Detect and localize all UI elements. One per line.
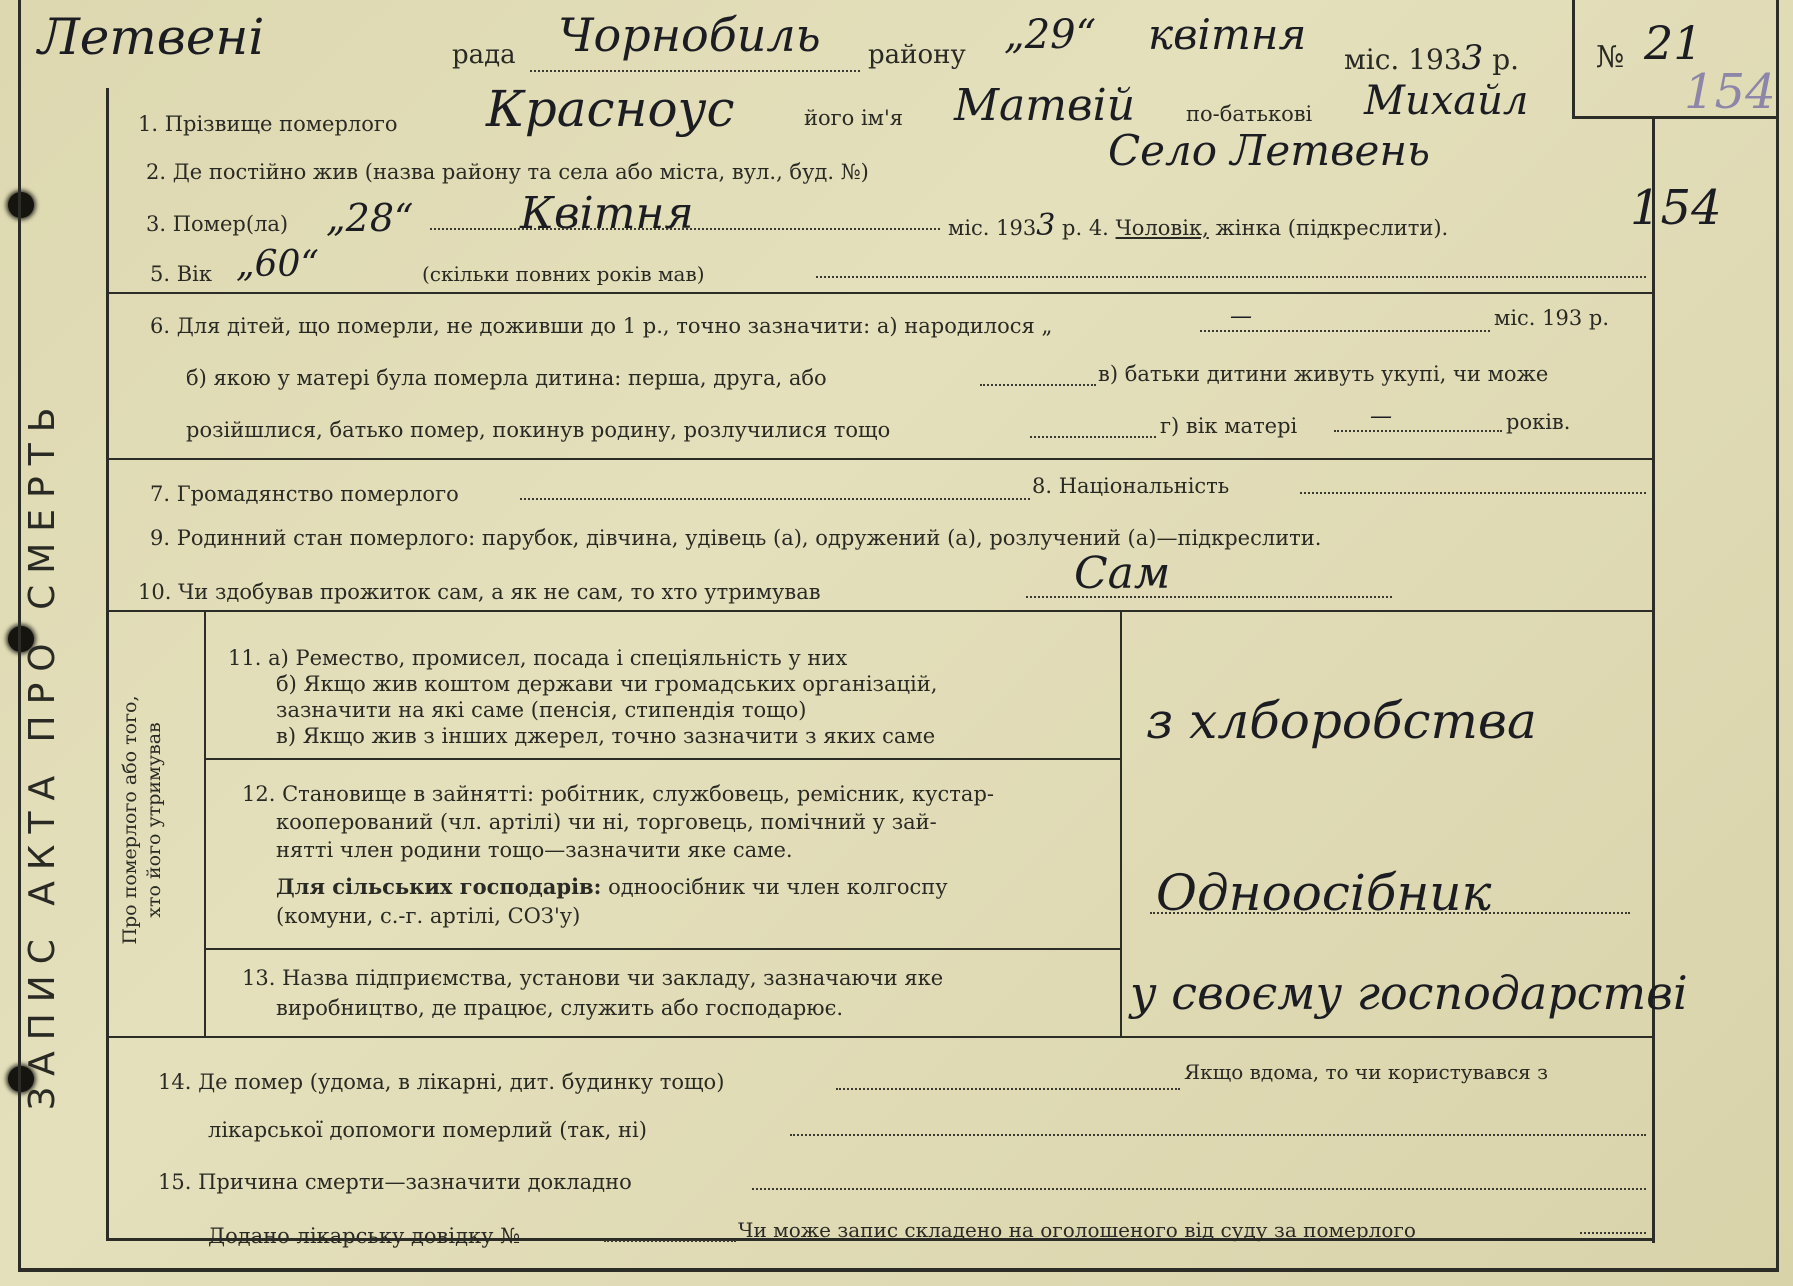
- item6-line2-a: б) якою у матері була померла дитина: перша, друга, або: [186, 366, 827, 390]
- grid-row-1: [204, 758, 1122, 760]
- side-subtitle-line: Про померлого або того,: [119, 695, 141, 945]
- item12-line-d: [276, 874, 948, 899]
- item6-line3-dots: [1030, 436, 1156, 438]
- item3-sex-male: Чоловік,: [1115, 216, 1209, 240]
- council-label: рада: [452, 40, 516, 70]
- number-box-left: [1572, 0, 1575, 118]
- side-subtitle: [118, 640, 166, 1000]
- side-number: 154: [1630, 180, 1722, 236]
- item7-label: 7. Громадянство померлого: [150, 482, 459, 506]
- item13-value: у своєму господарстві: [1130, 966, 1688, 1020]
- item12-line-a: 12. Становище в зайнятті: робітник, службовець, ремісник, кустар-: [242, 782, 994, 806]
- item6-line3-a: розійшлися, батько помер, покинув родину, розлучилися тощо: [186, 418, 891, 442]
- item1-name: Матвій: [954, 80, 1136, 131]
- item13-line-a: 13. Назва підприємства, установи чи закладу, зазначаючи яке: [242, 966, 944, 990]
- item14-line: [836, 1088, 1180, 1090]
- item7-line: [520, 498, 1030, 500]
- item3-line: [430, 228, 940, 230]
- number-label: №: [1596, 40, 1625, 75]
- item1-patronymic-label: по-батькові: [1186, 102, 1313, 126]
- item9-label: 9. Родинний стан померлого: парубок, дівчина, удівець (а), одружений (а), розлучений (а)—підкреслити.: [150, 526, 1322, 550]
- item6-line3-b: г) вік матері: [1160, 414, 1298, 438]
- item3-year-label: міс. 193: [948, 216, 1037, 240]
- item3-sex-rest: жінка (підкреслити).: [1215, 216, 1449, 240]
- item15-footer-line: [604, 1240, 736, 1242]
- item10-value: Сам: [1074, 548, 1171, 599]
- item15-label: 15. Причина смерти—зазначити докладно: [158, 1170, 632, 1194]
- archive-number: 154: [1684, 64, 1776, 120]
- item14-label-c: лікарської допомоги померлий (так, ні): [208, 1118, 647, 1142]
- frame-right: [1776, 0, 1779, 1272]
- item6-line1-end: міс. 193 р.: [1494, 306, 1610, 330]
- item15-footer-a: Додано лікарську довідку №: [208, 1224, 521, 1248]
- item10-line: [1026, 596, 1392, 598]
- item12-line-e: (комуни, с.-г. артілі, СОЗ'у): [276, 904, 581, 928]
- separator-1: [106, 292, 1654, 294]
- item6-line1-value: —: [1230, 304, 1252, 329]
- separator-4: [106, 1036, 1654, 1038]
- item6-line2-b: в) батьки дитини живуть укупі, чи може: [1098, 362, 1549, 386]
- district-line: [530, 70, 860, 72]
- item1-surname: Красноус: [486, 80, 735, 138]
- item8-line: [1300, 492, 1646, 494]
- council-handwritten: Летвені: [38, 8, 265, 66]
- punch-hole: [8, 192, 34, 218]
- item11-value: з хлборобства: [1146, 692, 1537, 750]
- separator-2: [106, 458, 1654, 460]
- item12-line-c: нятті член родини тощо—зазначити яке саме.: [276, 838, 793, 862]
- item5-note: (скільки повних років мав): [422, 262, 705, 286]
- item6-line1: 6. Для дітей, що померли, не доживши до 1 р., точно зазначити: а) народилося „: [150, 314, 1053, 338]
- item1-name-label: його ім'я: [804, 106, 904, 130]
- item13-line-b: виробництво, де працює, служить або господарює.: [276, 996, 844, 1020]
- item1-label: 1. Прізвище померлого: [138, 112, 398, 136]
- item6-line3-dots2: [1334, 430, 1502, 432]
- date-month-label: [1344, 38, 1519, 78]
- item5-value: „60“: [236, 244, 319, 285]
- item3-year: [948, 208, 1448, 243]
- item15-line: [752, 1188, 1646, 1190]
- side-subtitle-line: хто його утримував: [143, 722, 165, 918]
- item14-label: 14. Де помер (удома, в лікарні, дит. будинку тощо): [158, 1070, 725, 1094]
- item12-line-d-bold: Для сільських господарів:: [276, 874, 602, 899]
- item1-patronymic: Михайл: [1364, 78, 1529, 124]
- item15-footer-b: Чи може запис складено на оголошеного від суду за померлого: [738, 1218, 1416, 1242]
- grid-col-left: [204, 612, 206, 1036]
- item11-line-d: в) Якщо жив з інших джерел, точно зазначити з яких саме: [276, 724, 936, 748]
- item12-line: [1150, 912, 1630, 914]
- item11-line-a: 11. а) Ремество, промисел, посада і спеціяльність у них: [228, 646, 848, 670]
- separator-3: [106, 610, 1654, 612]
- item6-line3-end: років.: [1506, 410, 1571, 434]
- district-label: району: [868, 40, 966, 70]
- inner-left: [106, 88, 109, 1240]
- side-title: ЗАПИС АКТА ПРО СМЕРТЬ: [22, 396, 63, 1110]
- item15-footer-line2: [1580, 1232, 1646, 1234]
- number-value: 21: [1644, 16, 1703, 70]
- item3-year-digit: 3: [1036, 208, 1056, 243]
- grid-row-2: [204, 948, 1122, 950]
- item6-line2-dots: [980, 384, 1096, 386]
- item14-line-c: [790, 1134, 1646, 1136]
- district-handwritten: Чорнобиль: [558, 8, 821, 62]
- date-month-label-text: міс. 193: [1344, 43, 1462, 76]
- frame-bottom: [18, 1268, 1778, 1272]
- date-month: квітня: [1148, 10, 1307, 59]
- inner-right: [1652, 118, 1655, 1243]
- grid-col-right: [1120, 612, 1122, 1036]
- item2-value: Село Летвень: [1108, 126, 1430, 175]
- item2-label: 2. Де постійно жив (назва району та села або міста, вул., буд. №): [146, 160, 869, 184]
- item6-line3-value: —: [1370, 404, 1392, 429]
- item12-value: Одноосібник: [1156, 864, 1492, 922]
- item14-label-b: Якщо вдома, то чи користувався з: [1184, 1060, 1549, 1084]
- item10-label: 10. Чи здобував прожиток сам, а як не сам, то хто утримував: [138, 580, 821, 604]
- item11-line-b: б) Якщо жив коштом держави чи громадських організацій,: [276, 672, 938, 696]
- item3-month: Квітня: [520, 188, 694, 239]
- item3-day: „28“: [326, 196, 414, 240]
- date-year-suffix: р.: [1492, 43, 1520, 76]
- item6-line1-dots: [1200, 330, 1490, 332]
- date-day: „29“: [1004, 12, 1097, 58]
- item12-line-b: кооперований (чл. артілі) чи ні, торговець, помічний у зай-: [276, 810, 937, 834]
- item5-label: 5. Вік: [150, 262, 212, 286]
- item11-line-c: зазначити на які саме (пенсія, стипендія тощо): [276, 698, 807, 722]
- item12-line-d-rest: одноосібник чи член колгоспу: [608, 875, 948, 899]
- item3-year-suffix: р. 4.: [1062, 216, 1109, 240]
- date-year-digit: 3: [1461, 38, 1484, 78]
- item5-line: [816, 276, 1646, 278]
- item3-label: 3. Помер(ла): [146, 212, 289, 236]
- frame-left: [18, 0, 21, 1272]
- item8-label: 8. Національність: [1032, 474, 1230, 498]
